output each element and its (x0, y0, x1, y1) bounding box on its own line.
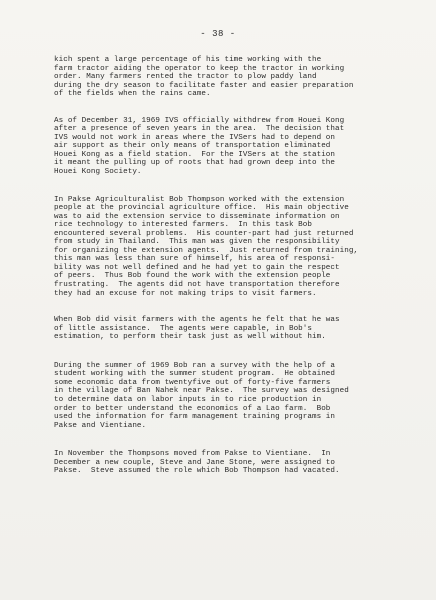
text-line: IVS would not work in areas where the IVSers had to depend on (54, 133, 336, 142)
text-line: Houei Kong as a field station. For the IVSers at the station (54, 150, 336, 159)
text-line: student working with the summer student program. He obtained (54, 370, 336, 379)
paragraph-gap (54, 352, 406, 362)
paragraph-farmer-visits (54, 316, 406, 342)
paragraph-ivs-withdrawal (54, 117, 406, 177)
text-line: In Pakse Agriculturalist Bob Thompson worked with the extension (54, 195, 345, 204)
text-line: order. Many farmers rented the tractor to plow paddy land (54, 73, 317, 82)
paragraph-summer-survey (54, 362, 406, 430)
text-line: in the village of Ban Nahek near Pakse. The survey was designed (54, 387, 349, 396)
text-line: In November the Thompsons moved from Pakse to Vientiane. In (54, 450, 331, 459)
paragraph-pakse-bob-thompson (54, 196, 406, 299)
text-line: Houei Kong Society. (54, 168, 142, 177)
paragraph-gap (54, 308, 406, 316)
text-line: of little assistance. The agents were capable, in Bob's (54, 324, 312, 333)
text-line: used the information for farm management training programs in (54, 413, 336, 422)
text-line: it meant the pulling up of roots that had grown deep into the (54, 159, 336, 168)
text-line: air support as their only means of transportation eliminated (54, 142, 331, 151)
text-line: of peers. Thus Bob found the work with the extension people (54, 272, 331, 281)
text-line: frustrating. The agents did not have transportation therefore (54, 281, 340, 290)
text-line: rice technology to interested farmers. In this task Bob (54, 221, 312, 230)
text-line: of the fields when the rains came. (54, 90, 211, 99)
text-line: some economic data from twentyfive out of forty-five farmers (54, 378, 331, 387)
text-line: estimation, to perform their task just as well without him. (54, 333, 326, 342)
paragraph-farm-tractor (54, 56, 406, 99)
text-line: after a presence of seven years in the area. The decision that (54, 125, 345, 134)
text-line: to determine data on labor inputs in to rice production in (54, 395, 322, 404)
text-line: Pakse and Vientiane. (54, 421, 147, 430)
text-line: encountered several problems. His counter-part had just returned (54, 229, 354, 238)
document-body (54, 56, 406, 486)
paragraph-gap (54, 440, 406, 450)
text-line: for organizing the extension agents. Just returned from training, (54, 246, 359, 255)
page-number: - 38 - (200, 29, 236, 39)
text-line: December a new couple, Steve and Jane Stone, were assigned to (54, 458, 336, 467)
text-line: When Bob did visit farmers with the agents he felt that he was (54, 316, 340, 325)
paragraph-november-move (54, 450, 406, 476)
text-line: from study in Thailand. This man was given the responsibility (54, 238, 340, 247)
text-line: this man was less than sure of himself, his area of responsi- (54, 255, 336, 264)
paragraph-gap (54, 187, 406, 196)
text-line: Pakse. Steve assumed the role which Bob Thompson had vacated. (54, 467, 340, 476)
text-line: As of December 31, 1969 IVS officially withdrew from Houei Kong (54, 116, 345, 125)
text-line: during the dry season to facilitate faster and easier preparation (54, 81, 354, 90)
text-line: farm tractor aiding the operator to keep the tractor in working (54, 64, 345, 73)
text-line: people at the provincial agriculture office. His main objective (54, 204, 349, 213)
text-line: they had an excuse for not making trips to visit farmers. (54, 289, 317, 298)
text-line: order to better understand the economics of a Lao farm. Bob (54, 404, 331, 413)
text-line: During the summer of 1969 Bob ran a survey with the help of a (54, 361, 336, 370)
paragraph-gap (54, 109, 406, 117)
text-line: kich spent a large percentage of his time working with the (54, 56, 322, 64)
text-line: was to aid the extension service to disseminate information on (54, 212, 340, 221)
text-line: bility was not well defined and he had yet to gain the respect (54, 263, 340, 272)
